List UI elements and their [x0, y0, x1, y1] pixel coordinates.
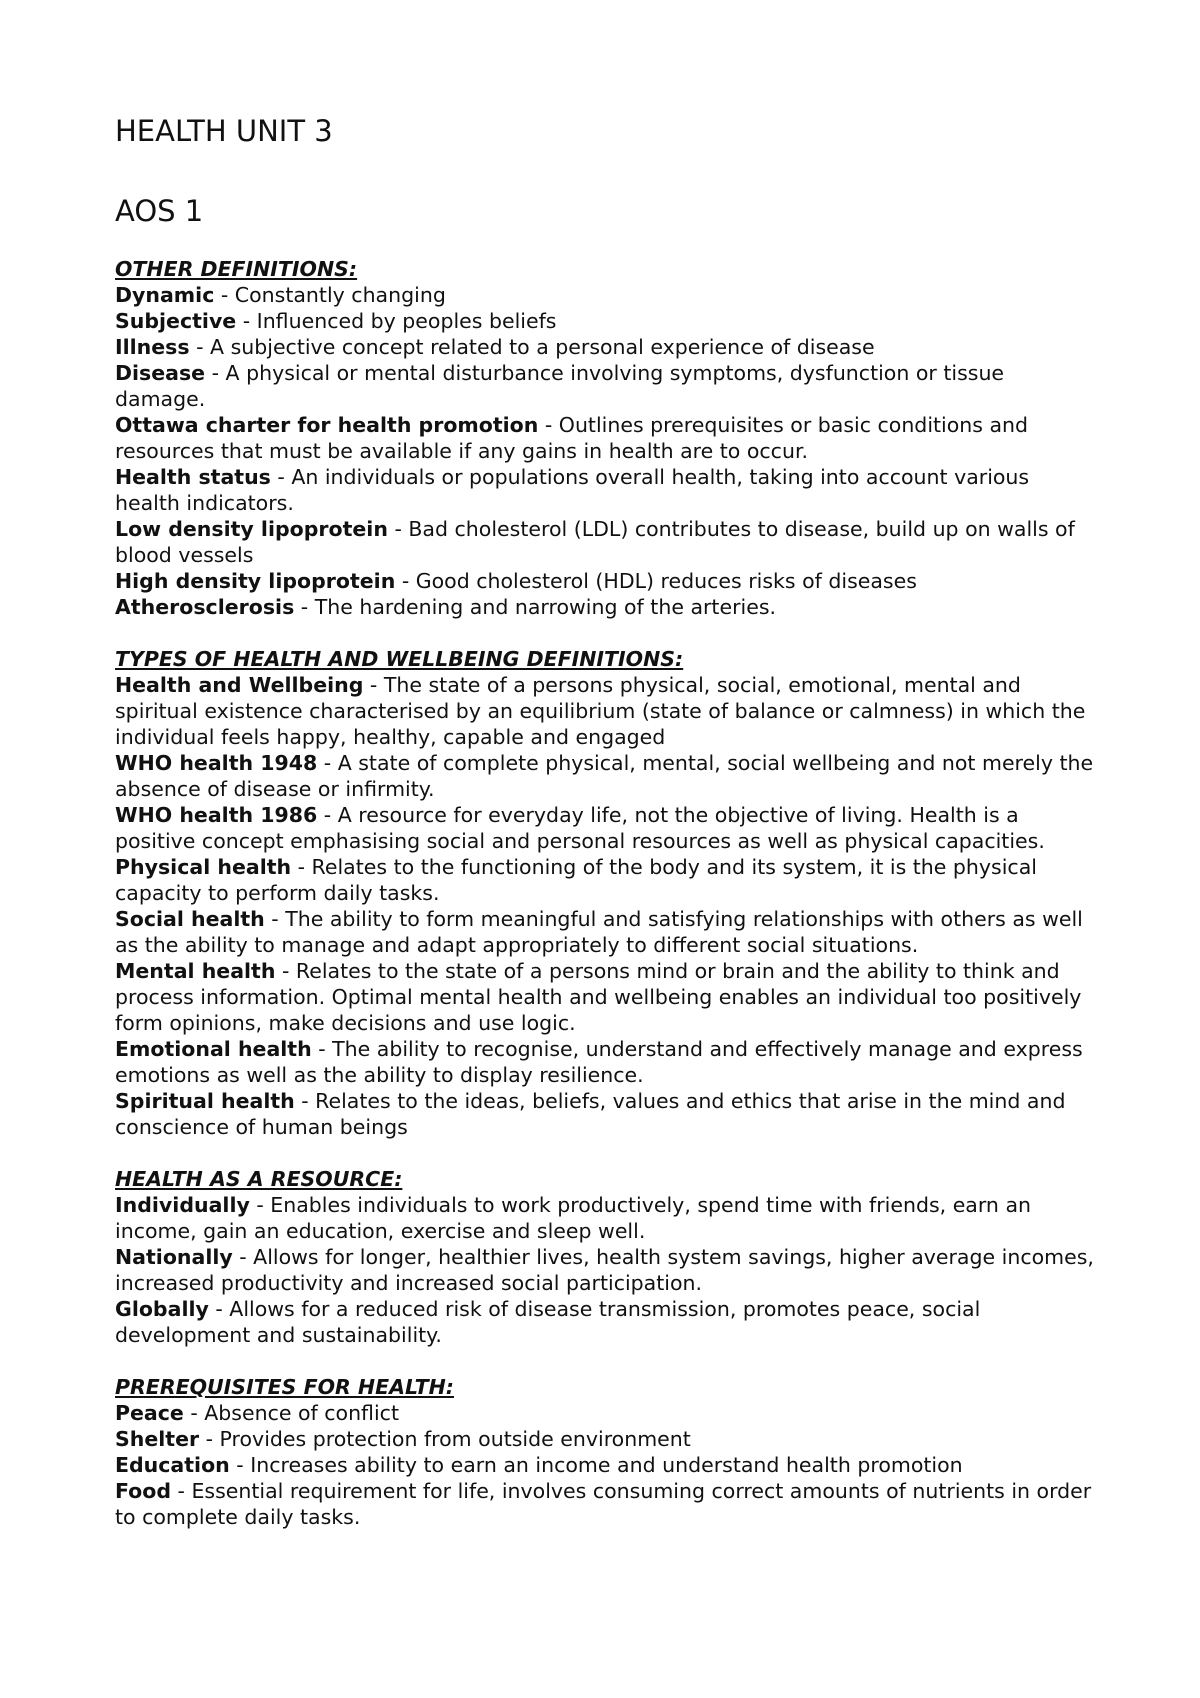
definition-text: - An individuals or populations overall health, taking into account various health indicators. [115, 465, 1030, 515]
definition-entry [115, 1244, 1095, 1296]
definition-entry [115, 802, 1095, 854]
definition-entry [115, 308, 1095, 334]
definition-term: Shelter [115, 1427, 200, 1451]
definition-term: Education [115, 1453, 230, 1477]
definition-text: - Bad cholesterol (LDL) contributes to disease, build up on walls of blood vessels [115, 517, 1075, 567]
definition-text: - A resource for everyday life, not the objective of living. Health is a positive concept emphasising social and personal resources as well as physical capacities. [115, 803, 1045, 853]
document-subtitle: AOS 1 [115, 194, 204, 228]
definition-term: Subjective [115, 309, 237, 333]
definition-text: - Essential requirement for life, involves consuming correct amounts of nutrients in order to complete daily tasks. [115, 1479, 1092, 1529]
definition-entry [115, 334, 1095, 360]
definition-entry [115, 906, 1095, 958]
definition-list [115, 672, 1095, 1140]
definition-entry [115, 1036, 1095, 1088]
definition-term: Disease [115, 361, 206, 385]
document-title: HEALTH UNIT 3 [115, 114, 333, 148]
definition-entry [115, 282, 1095, 308]
definition-text: - A physical or mental disturbance involving symptoms, dysfunction or tissue damage. [115, 361, 1005, 411]
definition-text: - Relates to the functioning of the body and its system, it is the physical capacity to perform daily tasks. [115, 855, 1037, 905]
definition-text: - The state of a persons physical, social, emotional, mental and spiritual existence characterised by an equilibrium (state of balance or calmness) in which the individual feels happy, healthy, capable and engaged [115, 673, 1086, 749]
definition-text: - Influenced by peoples beliefs [236, 309, 557, 333]
definition-term: Individually [115, 1193, 250, 1217]
section-health-as-resource [115, 1166, 1095, 1348]
section-heading: PREREQUISITES FOR HEALTH: [115, 1375, 454, 1399]
definition-text: - The ability to form meaningful and satisfying relationships with others as well as the ability to manage and adapt appropriately to different social situations. [115, 907, 1083, 957]
definition-entry [115, 594, 1095, 620]
definition-term: Ottawa charter for health promotion [115, 413, 539, 437]
definition-term: Spiritual health [115, 1089, 295, 1113]
definition-entry [115, 1452, 1095, 1478]
definition-text: - Outlines prerequisites or basic conditions and resources that must be available if any gains in health are to occur. [115, 413, 1029, 463]
definition-term: Dynamic [115, 283, 215, 307]
definition-entry [115, 750, 1095, 802]
definition-entry [115, 1400, 1095, 1426]
definition-term: WHO health 1986 [115, 803, 318, 827]
definition-term: High density lipoprotein [115, 569, 396, 593]
section-heading: HEALTH AS A RESOURCE: [115, 1167, 403, 1191]
definition-text: - A state of complete physical, mental, social wellbeing and not merely the absence of disease or infirmity. [115, 751, 1094, 801]
section-heading: OTHER DEFINITIONS: [115, 257, 358, 281]
definition-text: - Provides protection from outside environment [199, 1427, 691, 1451]
section-other-definitions [115, 256, 1095, 620]
section-prerequisites [115, 1374, 1095, 1530]
definition-term: Health and Wellbeing [115, 673, 364, 697]
definition-text: - A subjective concept related to a personal experience of disease [189, 335, 875, 359]
definition-term: WHO health 1948 [115, 751, 318, 775]
definition-text: - Absence of conflict [183, 1401, 399, 1425]
definition-term: Health status [115, 465, 271, 489]
definition-entry [115, 1426, 1095, 1452]
definition-text: - Relates to the state of a persons mind or brain and the ability to think and process information. Optimal mental health and wellbeing enables an individual too positively form opinions, make decisions and use logic. [115, 959, 1082, 1035]
definition-text: - Allows for a reduced risk of disease transmission, promotes peace, social development and sustainability. [115, 1297, 981, 1347]
definition-text: - Constantly changing [214, 283, 446, 307]
definition-term: Mental health [115, 959, 276, 983]
definition-entry [115, 360, 1095, 412]
section-heading: TYPES OF HEALTH AND WELLBEING DEFINITIONS: [115, 647, 684, 671]
definition-text: - Enables individuals to work productively, spend time with friends, earn an income, gain an education, exercise and sleep well. [115, 1193, 1031, 1243]
definition-text: - Allows for longer, healthier lives, health system savings, higher average incomes, increased productivity and increased social participation. [115, 1245, 1094, 1295]
definition-list [115, 1192, 1095, 1348]
definition-term: Peace [115, 1401, 184, 1425]
definition-term: Food [115, 1479, 172, 1503]
definition-list [115, 282, 1095, 620]
definition-entry [115, 1192, 1095, 1244]
definition-term: Atherosclerosis [115, 595, 295, 619]
definition-list [115, 1400, 1095, 1530]
definition-entry [115, 1296, 1095, 1348]
definition-term: Illness [115, 335, 190, 359]
definition-entry [115, 958, 1095, 1036]
definition-entry [115, 568, 1095, 594]
definition-term: Globally [115, 1297, 209, 1321]
definition-entry [115, 464, 1095, 516]
definition-text: - Relates to the ideas, beliefs, values and ethics that arise in the mind and conscience of human beings [115, 1089, 1066, 1139]
definition-text: - Good cholesterol (HDL) reduces risks of diseases [395, 569, 917, 593]
definition-term: Emotional health [115, 1037, 312, 1061]
definition-entry [115, 854, 1095, 906]
definition-term: Social health [115, 907, 265, 931]
definition-text: - The ability to recognise, understand and effectively manage and express emotions as well as the ability to display resilience. [115, 1037, 1083, 1087]
definition-entry [115, 1088, 1095, 1140]
section-types-of-health [115, 646, 1095, 1140]
definition-term: Physical health [115, 855, 292, 879]
document-page [115, 113, 1095, 1530]
definition-term: Low density lipoprotein [115, 517, 388, 541]
definition-text: - Increases ability to earn an income and understand health promotion [229, 1453, 963, 1477]
definition-text: - The hardening and narrowing of the arteries. [294, 595, 777, 619]
definition-entry [115, 1478, 1095, 1530]
definition-entry [115, 516, 1095, 568]
definition-entry [115, 672, 1095, 750]
definition-term: Nationally [115, 1245, 233, 1269]
definition-entry [115, 412, 1095, 464]
